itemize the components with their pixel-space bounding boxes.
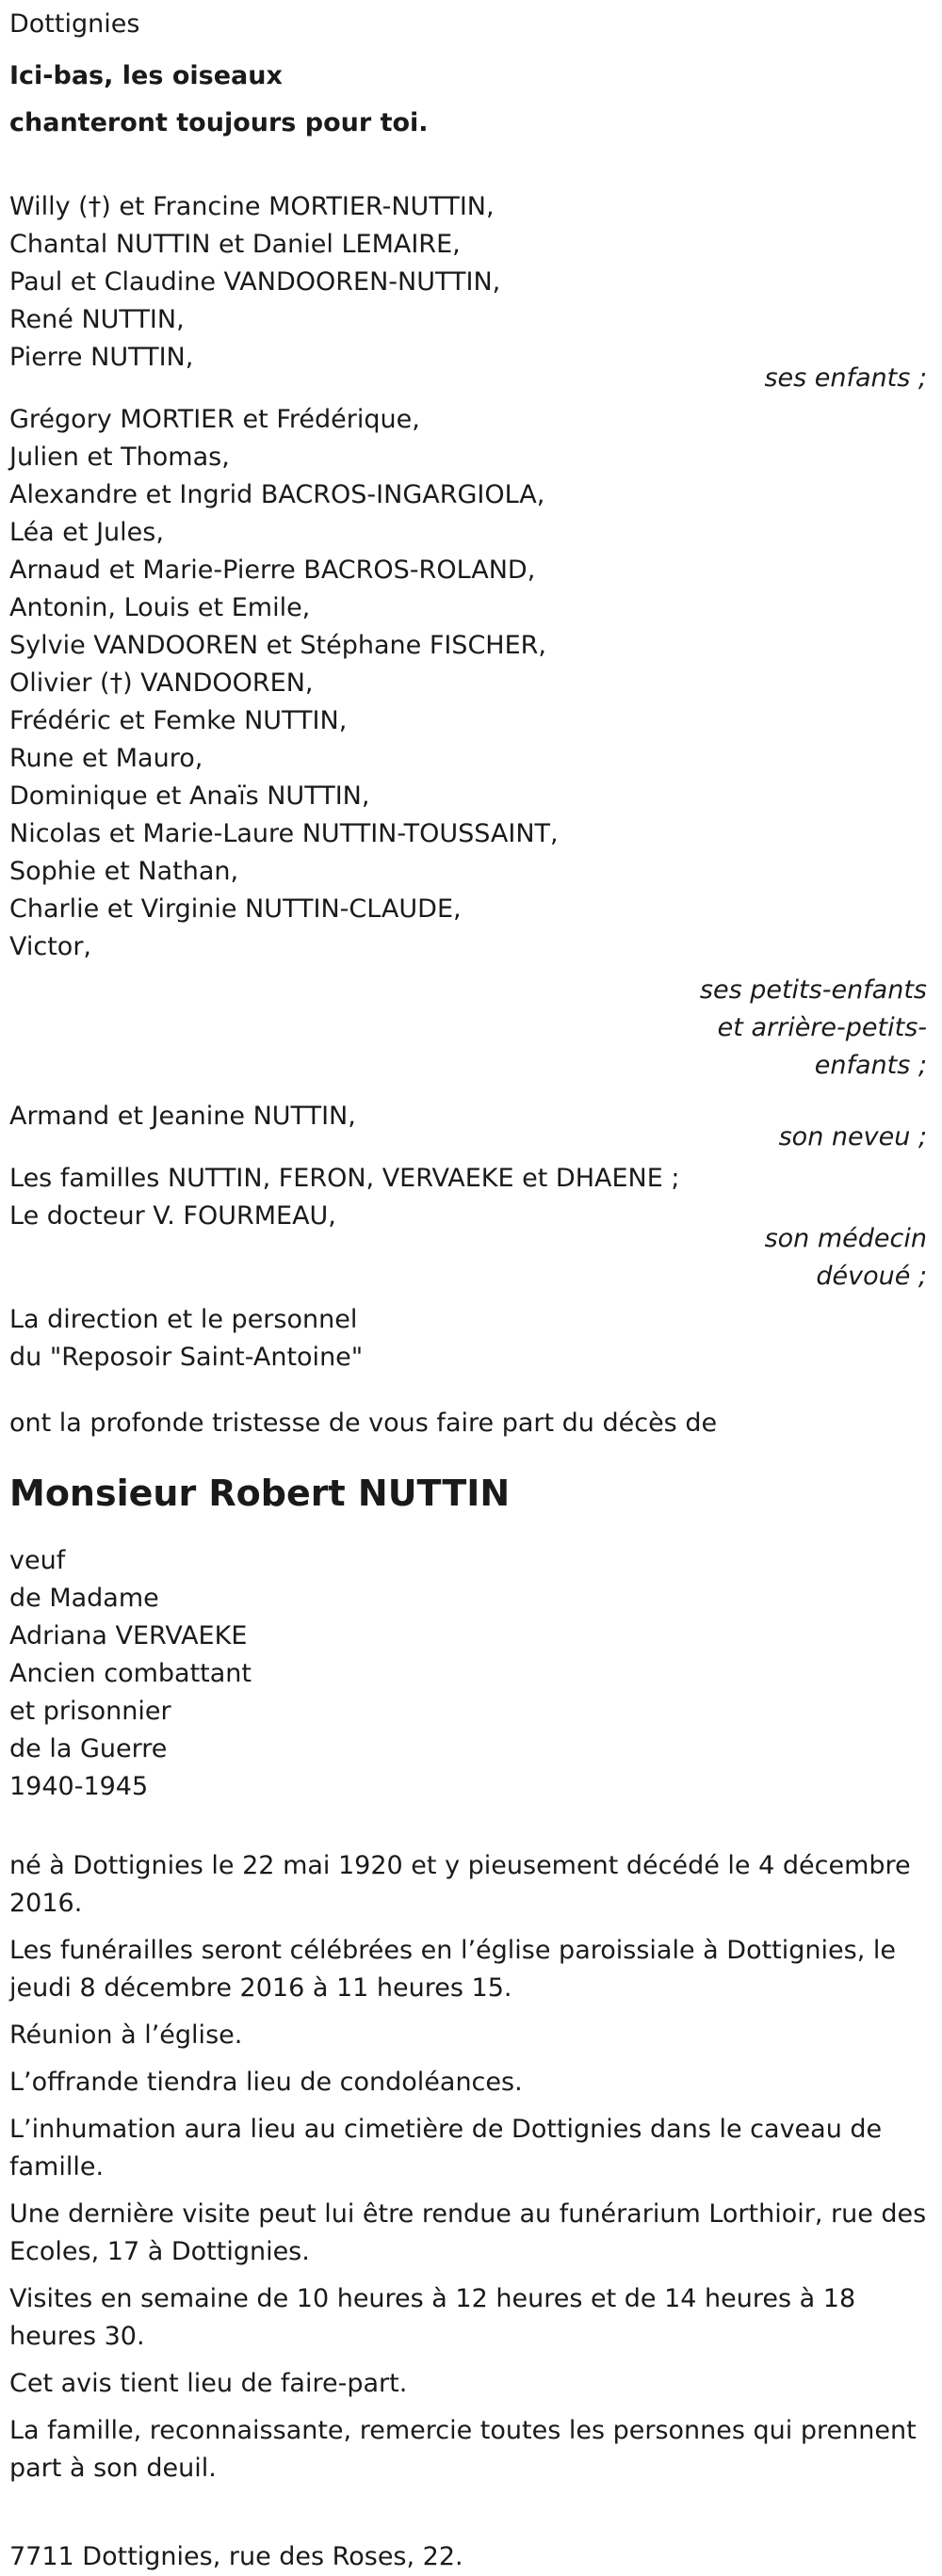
families-line: Les familles NUTTIN, FERON, VERVAEKE et DHAENE ; xyxy=(9,1164,680,1193)
grandchild-name: Olivier (†) VANDOOREN, xyxy=(9,668,314,698)
grandchildren-label-line: et arrière-petits- xyxy=(717,1013,927,1042)
grandchild-name: Antonin, Louis et Emile, xyxy=(9,593,311,622)
nephew-label: son neveu ; xyxy=(778,1122,927,1151)
paragraph: L’offrande tiendra lieu de condoléances. xyxy=(9,2068,523,2097)
nephew-section xyxy=(9,1098,933,1156)
grandchildren-label-line: ses petits-enfants xyxy=(699,975,927,1005)
paragraph: Cet avis tient lieu de faire-part. xyxy=(9,2369,408,2398)
quote-line-2: chanteront toujours pour toi. xyxy=(9,108,429,137)
children-label: ses enfants ; xyxy=(764,363,927,393)
child-name: René NUTTIN, xyxy=(9,305,185,334)
detail-line: 1940-1945 xyxy=(9,1772,149,1801)
grandchild-name: Sophie et Nathan, xyxy=(9,857,239,886)
doctor-label-line: son médecin xyxy=(764,1224,927,1253)
details-paragraphs xyxy=(9,1847,933,2487)
quote-line-1: Ici-bas, les oiseaux xyxy=(9,61,283,90)
child-name: Willy (†) et Francine MORTIER-NUTTIN, xyxy=(9,192,495,221)
grandchild-name: Arnaud et Marie-Pierre BACROS-ROLAND, xyxy=(9,555,536,585)
detail-line: de la Guerre xyxy=(9,1734,168,1763)
paragraph: Réunion à l’église. xyxy=(9,2021,243,2050)
paragraph: né à Dottignies le 22 mai 1920 et y pieusement décédé le 4 décembre 2016. xyxy=(9,1851,911,1918)
grandchild-name: Victor, xyxy=(9,932,92,961)
grandchildren-section xyxy=(9,401,933,1085)
grandchild-name: Frédéric et Femke NUTTIN, xyxy=(9,706,348,735)
detail-line: Adriana VERVAEKE xyxy=(9,1621,248,1650)
direction-line: La direction et le personnel xyxy=(9,1305,358,1334)
paragraph: La famille, reconnaissante, remercie toutes les personnes qui prennent part à son deuil. xyxy=(9,2416,917,2483)
grandchild-name: Léa et Jules, xyxy=(9,518,164,547)
address: 7711 Dottignies, rue des Roses, 22. xyxy=(9,2542,463,2571)
detail-line: de Madame xyxy=(9,1584,159,1613)
detail-line: veuf xyxy=(9,1546,66,1575)
grandchild-name: Rune et Mauro, xyxy=(9,744,203,773)
direction-section xyxy=(9,1301,933,1377)
child-name: Paul et Claudine VANDOOREN-NUTTIN, xyxy=(9,267,501,297)
paragraph: Les funérailles seront célébrées en l’église paroissiale à Dottignies, le jeudi 8 décembre 2016 à 11 heures 15. xyxy=(9,1936,896,2003)
grandchild-name: Nicolas et Marie-Laure NUTTIN-TOUSSAINT, xyxy=(9,819,559,848)
paragraph: L’inhumation aura lieu au cimetière de Dottignies dans le caveau de famille. xyxy=(9,2115,883,2182)
grandchildren-label-line: enfants ; xyxy=(814,1051,927,1080)
doctor-section xyxy=(9,1198,933,1296)
deceased-name: Monsieur Robert NUTTIN xyxy=(9,1473,511,1514)
grandchild-name: Julien et Thomas, xyxy=(9,443,230,472)
grandchild-name: Dominique et Anaïs NUTTIN, xyxy=(9,781,370,811)
detail-line: et prisonnier xyxy=(9,1697,171,1726)
grandchild-name: Sylvie VANDOOREN et Stéphane FISCHER, xyxy=(9,631,547,660)
paragraph: Visites en semaine de 10 heures à 12 heures et de 14 heures à 18 heures 30. xyxy=(9,2284,856,2351)
child-name: Chantal NUTTIN et Daniel LEMAIRE, xyxy=(9,230,461,259)
direction-line: du "Reposoir Saint-Antoine" xyxy=(9,1343,364,1372)
announcement: ont la profonde tristesse de vous faire part du décès de xyxy=(9,1409,718,1438)
grandchild-name: Grégory MORTIER et Frédérique, xyxy=(9,405,420,434)
nephew-name: Armand et Jeanine NUTTIN, xyxy=(9,1102,356,1131)
child-name: Pierre NUTTIN, xyxy=(9,343,194,372)
children-section xyxy=(9,188,933,397)
place-header: Dottignies xyxy=(9,9,140,39)
doctor-label-line: dévoué ; xyxy=(816,1262,927,1291)
deceased-details xyxy=(9,1542,933,1806)
grandchild-name: Alexandre et Ingrid BACROS-INGARGIOLA, xyxy=(9,480,545,509)
paragraph: Une dernière visite peut lui être rendue au funérarium Lorthioir, rue des Ecoles, 17 à Dottignies. xyxy=(9,2199,927,2266)
grandchild-name: Charlie et Virginie NUTTIN-CLAUDE, xyxy=(9,894,462,924)
detail-line: Ancien combattant xyxy=(9,1659,252,1688)
doctor-name: Le docteur V. FOURMEAU, xyxy=(9,1201,336,1231)
